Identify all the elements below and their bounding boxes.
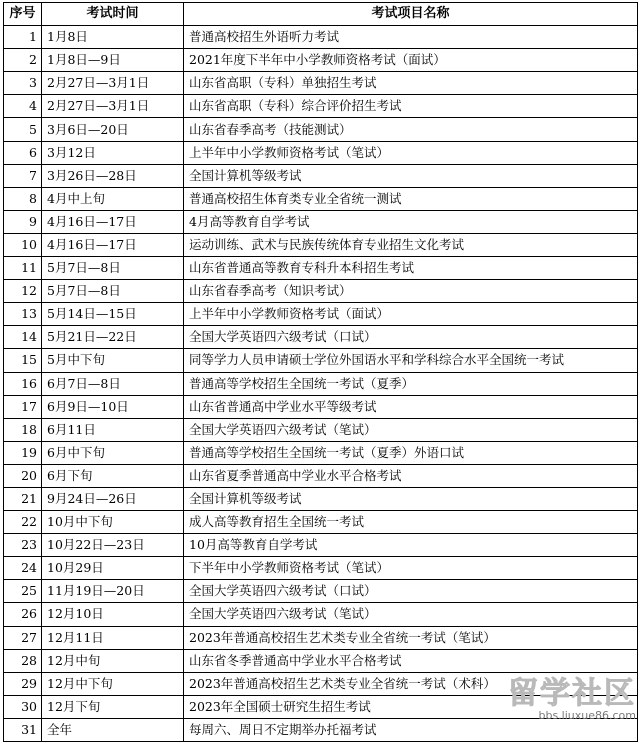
row-date-cell: 5月7日—8日 <box>42 257 184 280</box>
row-date-cell: 1月8日 <box>42 26 184 49</box>
row-exam-name-cell: 2023年普通高校招生艺术类专业全省统一考试（术科） <box>184 672 638 695</box>
table-row <box>4 511 638 534</box>
row-date-cell: 4月16日—17日 <box>42 210 184 233</box>
row-exam-name-cell: 山东省普通高等教育专科升本科招生考试 <box>184 257 638 280</box>
row-index-cell: 22 <box>4 511 42 534</box>
row-index-cell: 9 <box>4 210 42 233</box>
table-row <box>4 672 638 695</box>
row-exam-name-cell: 全国计算机等级考试 <box>184 164 638 187</box>
exam-schedule-container <box>3 2 638 742</box>
table-row <box>4 187 638 210</box>
table-row <box>4 72 638 95</box>
row-date-cell: 9月24日—26日 <box>42 487 184 510</box>
row-date-cell: 10月中下旬 <box>42 511 184 534</box>
table-row <box>4 441 638 464</box>
row-date-cell: 5月21日—22日 <box>42 326 184 349</box>
row-index-cell: 18 <box>4 418 42 441</box>
table-row <box>4 118 638 141</box>
table-row <box>4 418 638 441</box>
row-index-cell: 5 <box>4 118 42 141</box>
row-date-cell: 4月16日—17日 <box>42 233 184 256</box>
table-row <box>4 395 638 418</box>
row-exam-name-cell: 山东省春季高考（技能测试） <box>184 118 638 141</box>
row-date-cell: 12月11日 <box>42 626 184 649</box>
table-row <box>4 349 638 372</box>
row-exam-name-cell: 上半年中小学教师资格考试（面试） <box>184 303 638 326</box>
row-index-cell: 2 <box>4 49 42 72</box>
row-index-cell: 8 <box>4 187 42 210</box>
table-header-row <box>4 3 638 26</box>
row-index-cell: 14 <box>4 326 42 349</box>
row-date-cell: 3月6日—20日 <box>42 118 184 141</box>
table-row <box>4 210 638 233</box>
row-exam-name-cell: 成人高等教育招生全国统一考试 <box>184 511 638 534</box>
row-date-cell: 12月中旬 <box>42 649 184 672</box>
row-exam-name-cell: 10月高等教育自学考试 <box>184 534 638 557</box>
row-index-cell: 26 <box>4 603 42 626</box>
table-row <box>4 233 638 256</box>
table-row <box>4 141 638 164</box>
row-date-cell: 3月12日 <box>42 141 184 164</box>
row-date-cell: 12月下旬 <box>42 695 184 718</box>
row-index-cell: 12 <box>4 280 42 303</box>
row-date-cell: 10月22日—23日 <box>42 534 184 557</box>
row-index-cell: 31 <box>4 718 42 741</box>
table-row <box>4 280 638 303</box>
row-index-cell: 27 <box>4 626 42 649</box>
row-exam-name-cell: 2023年全国硕士研究生招生考试 <box>184 695 638 718</box>
table-body <box>4 26 638 742</box>
row-date-cell: 4月中上旬 <box>42 187 184 210</box>
row-index-cell: 1 <box>4 26 42 49</box>
table-row <box>4 649 638 672</box>
row-date-cell: 12月10日 <box>42 603 184 626</box>
row-index-cell: 16 <box>4 372 42 395</box>
table-row <box>4 487 638 510</box>
table-row <box>4 626 638 649</box>
table-row <box>4 580 638 603</box>
table-row <box>4 603 638 626</box>
row-date-cell: 6月中下旬 <box>42 441 184 464</box>
watermark-text: 留学社区 <box>508 676 636 711</box>
row-date-cell: 11月19日—20日 <box>42 580 184 603</box>
row-exam-name-cell: 普通高校招生外语听力考试 <box>184 26 638 49</box>
row-exam-name-cell: 全国计算机等级考试 <box>184 487 638 510</box>
row-index-cell: 30 <box>4 695 42 718</box>
row-exam-name-cell: 全国大学英语四六级考试（笔试） <box>184 418 638 441</box>
row-exam-name-cell: 上半年中小学教师资格考试（笔试） <box>184 141 638 164</box>
row-exam-name-cell: 全国大学英语四六级考试（口试） <box>184 580 638 603</box>
table-row <box>4 326 638 349</box>
row-index-cell: 11 <box>4 257 42 280</box>
row-exam-name-cell: 普通高校招生体育类专业全省统一测试 <box>184 187 638 210</box>
row-date-cell: 5月7日—8日 <box>42 280 184 303</box>
row-index-cell: 23 <box>4 534 42 557</box>
table-row <box>4 695 638 718</box>
row-exam-name-cell: 运动训练、武术与民族传统体育专业招生文化考试 <box>184 233 638 256</box>
table-row <box>4 303 638 326</box>
row-date-cell: 5月14日—15日 <box>42 303 184 326</box>
row-exam-name-cell: 同等学力人员申请硕士学位外国语水平和学科综合水平全国统一考试 <box>184 349 638 372</box>
row-exam-name-cell: 普通高等学校招生全国统一考试（夏季） <box>184 372 638 395</box>
row-date-cell: 6月7日—8日 <box>42 372 184 395</box>
exam-schedule-table <box>3 2 638 742</box>
row-exam-name-cell: 山东省夏季普通高中学业水平合格考试 <box>184 464 638 487</box>
row-index-cell: 19 <box>4 441 42 464</box>
row-date-cell: 1月8日—9日 <box>42 49 184 72</box>
row-date-cell: 3月26日—28日 <box>42 164 184 187</box>
table-row <box>4 95 638 118</box>
table-row <box>4 718 638 741</box>
row-exam-name-cell: 普通高等学校招生全国统一考试（夏季）外语口试 <box>184 441 638 464</box>
header-index: 序号 <box>4 3 42 26</box>
row-index-cell: 10 <box>4 233 42 256</box>
row-exam-name-cell: 2021年度下半年中小学教师资格考试（面试） <box>184 49 638 72</box>
row-date-cell: 2月27日—3月1日 <box>42 72 184 95</box>
row-exam-name-cell: 4月高等教育自学考试 <box>184 210 638 233</box>
row-index-cell: 7 <box>4 164 42 187</box>
row-index-cell: 3 <box>4 72 42 95</box>
table-row <box>4 257 638 280</box>
row-index-cell: 20 <box>4 464 42 487</box>
table-row <box>4 372 638 395</box>
row-exam-name-cell: 全国大学英语四六级考试（口试） <box>184 326 638 349</box>
table-row <box>4 534 638 557</box>
row-exam-name-cell: 全国大学英语四六级考试（笔试） <box>184 603 638 626</box>
row-index-cell: 25 <box>4 580 42 603</box>
row-date-cell: 5月中下旬 <box>42 349 184 372</box>
row-exam-name-cell: 每周六、周日不定期举办托福考试 <box>184 718 638 741</box>
row-exam-name-cell: 山东省高职（专科）综合评价招生考试 <box>184 95 638 118</box>
row-index-cell: 29 <box>4 672 42 695</box>
row-index-cell: 28 <box>4 649 42 672</box>
header-date: 考试时间 <box>42 3 184 26</box>
row-index-cell: 13 <box>4 303 42 326</box>
table-row <box>4 557 638 580</box>
row-exam-name-cell: 山东省普通高中学业水平等级考试 <box>184 395 638 418</box>
row-index-cell: 17 <box>4 395 42 418</box>
table-row <box>4 26 638 49</box>
row-index-cell: 15 <box>4 349 42 372</box>
row-index-cell: 24 <box>4 557 42 580</box>
watermark-url: bbs.liuxue86.com <box>538 709 636 722</box>
table-row <box>4 49 638 72</box>
header-name: 考试项目名称 <box>184 3 638 26</box>
table-row <box>4 164 638 187</box>
row-date-cell: 12月中下旬 <box>42 672 184 695</box>
row-date-cell: 10月29日 <box>42 557 184 580</box>
table-row <box>4 464 638 487</box>
row-index-cell: 4 <box>4 95 42 118</box>
row-index-cell: 6 <box>4 141 42 164</box>
row-exam-name-cell: 山东省冬季普通高中学业水平合格考试 <box>184 649 638 672</box>
row-index-cell: 21 <box>4 487 42 510</box>
row-date-cell: 6月11日 <box>42 418 184 441</box>
row-exam-name-cell: 2023年普通高校招生艺术类专业全省统一考试（笔试） <box>184 626 638 649</box>
row-date-cell: 2月27日—3月1日 <box>42 95 184 118</box>
row-date-cell: 6月下旬 <box>42 464 184 487</box>
row-date-cell: 6月9日—10日 <box>42 395 184 418</box>
row-exam-name-cell: 下半年中小学教师资格考试（笔试） <box>184 557 638 580</box>
row-exam-name-cell: 山东省春季高考（知识考试） <box>184 280 638 303</box>
row-exam-name-cell: 山东省高职（专科）单独招生考试 <box>184 72 638 95</box>
row-date-cell: 全年 <box>42 718 184 741</box>
